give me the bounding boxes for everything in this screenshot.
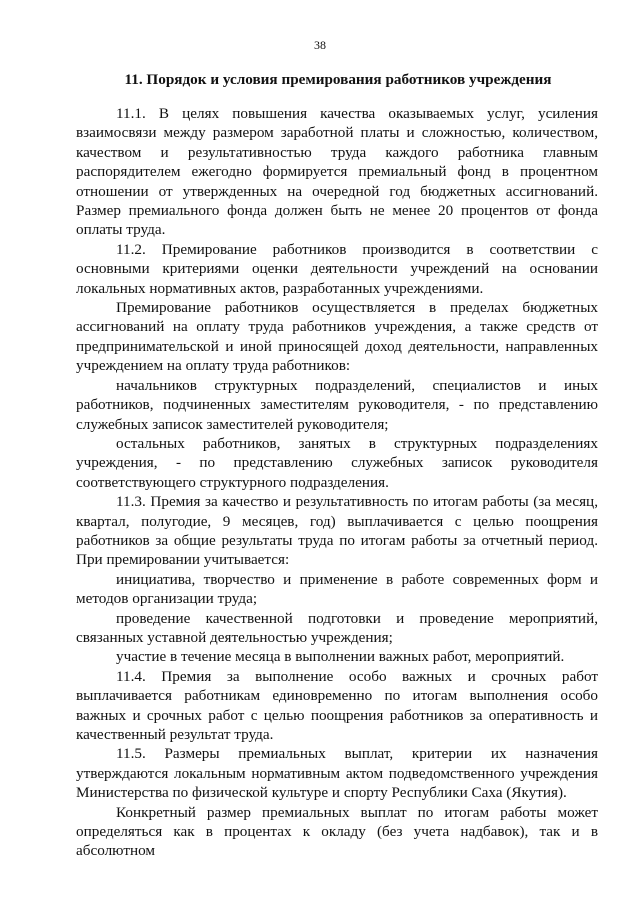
list-item-other-workers: остальных работников, занятых в структурных подразделениях учреждения, - по представлению служебных записок руководителя соответствующего структурного подразделения.	[76, 434, 598, 491]
section-heading: 11. Порядок и условия премирования работников учреждения	[124, 71, 552, 88]
paragraph-11-1: 11.1. В целях повышения качества оказываемых услуг, усиления взаимосвязи между размером заработной платы и сложностью, количеством, качеством и результативностью труда каждого работника главным распорядителем ежегодно формируется премиальный фонд в процентном отношении от утвержденных на очередной год бюджетных ассигнований. Размер премиального фонда должен быть не менее 20 процентов от фонда оплаты труда.	[76, 105, 598, 239]
list-item-initiative: инициатива, творчество и применение в работе современных форм и методов организации труда;	[76, 570, 598, 608]
list-item-department-heads: начальников структурных подразделений, специалистов и иных работников, подчиненных заместителям руководителя, - по представлению служебных записок заместителей руководителя;	[76, 376, 598, 433]
page-number: 38	[314, 38, 326, 52]
paragraph-bonus-amount: Конкретный размер премиальных выплат по итогам работы может определяться как в процентах к окладу (без учета надбавок), так и в абсолютном	[76, 803, 598, 860]
document-body	[76, 104, 598, 861]
paragraph-11-2: 11.2. Премирование работников производится в соответствии с основными критериями оценки деятельности учреждений на основании локальных нормативных актов, разработанных учреждениями.	[76, 240, 598, 297]
list-item-participation: участие в течение месяца в выполнении важных работ, мероприятий.	[116, 648, 565, 666]
paragraph-11-3: 11.3. Премия за качество и результативность по итогам работы (за месяц, квартал, полугодие, 9 месяцев, год) выплачивается с целью поощрения работников за общие результаты труда по итогам работы за отчетный период. При премировании учитывается:	[76, 493, 598, 569]
paragraph-11-4: 11.4. Премия за выполнение особо важных и срочных работ выплачивается работникам единовременно по итогам выполнения особо важных и срочных работ с целью поощрения работников за оперативность и качественный результат труда.	[76, 667, 598, 743]
paragraph-11-5: 11.5. Размеры премиальных выплат, критерии их назначения утверждаются локальным нормативным актом подведомственного учреждения Министерства по физической культуре и спорту Республики Саха (Якутия).	[76, 745, 598, 802]
list-item-events: проведение качественной подготовки и проведение мероприятий, связанных уставной деятельностью учреждения;	[76, 609, 598, 646]
paragraph-bonus-funding: Премирование работников осуществляется в пределах бюджетных ассигнований на оплату труда работников учреждения, а также средств от предпринимательской и иной приносящей доход деятельности, направленных учреждением на оплату труда работников:	[76, 299, 598, 375]
